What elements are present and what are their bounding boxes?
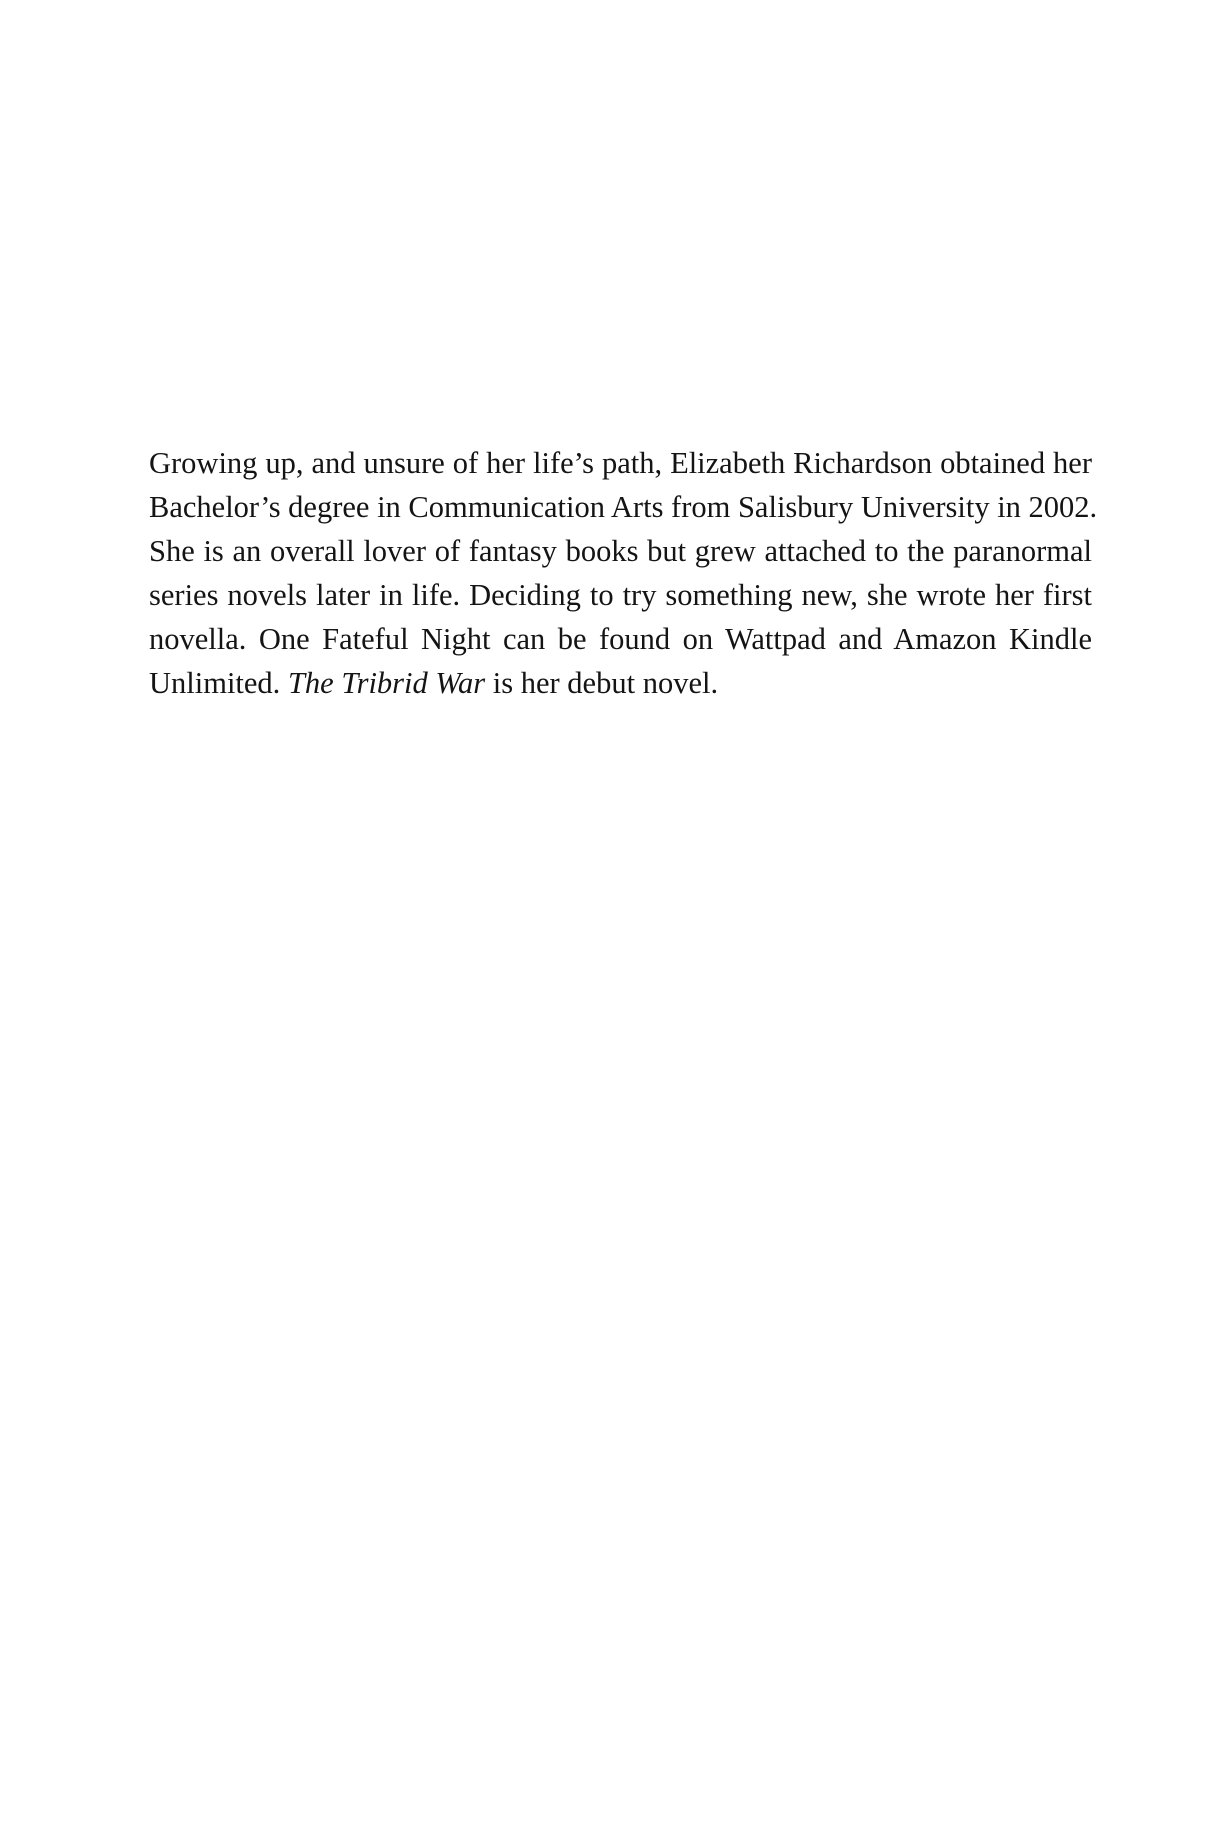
bio-line-suffix: is her debut novel.: [485, 666, 719, 700]
bio-line: She is an overall lover of fantasy books but grew attached to the paranormal: [149, 534, 1092, 568]
bio-line-last: [149, 661, 1092, 705]
bio-line: series novels later in life. Deciding to try something new, she wrote her first: [149, 578, 1092, 612]
bio-line: Growing up, and unsure of her life’s path, Elizabeth Richardson obtained her: [149, 446, 1092, 480]
debut-novel-title: The Tribrid War: [287, 666, 486, 700]
bio-line: Bachelor’s degree in Communication Arts from Salisbury University in 2002.: [149, 490, 1098, 524]
bio-line-prefix: Unlimited.: [149, 666, 288, 700]
bio-line: novella. One Fateful Night can be found on Wattpad and Amazon Kindle: [149, 622, 1092, 656]
author-bio-paragraph: [149, 441, 1098, 705]
